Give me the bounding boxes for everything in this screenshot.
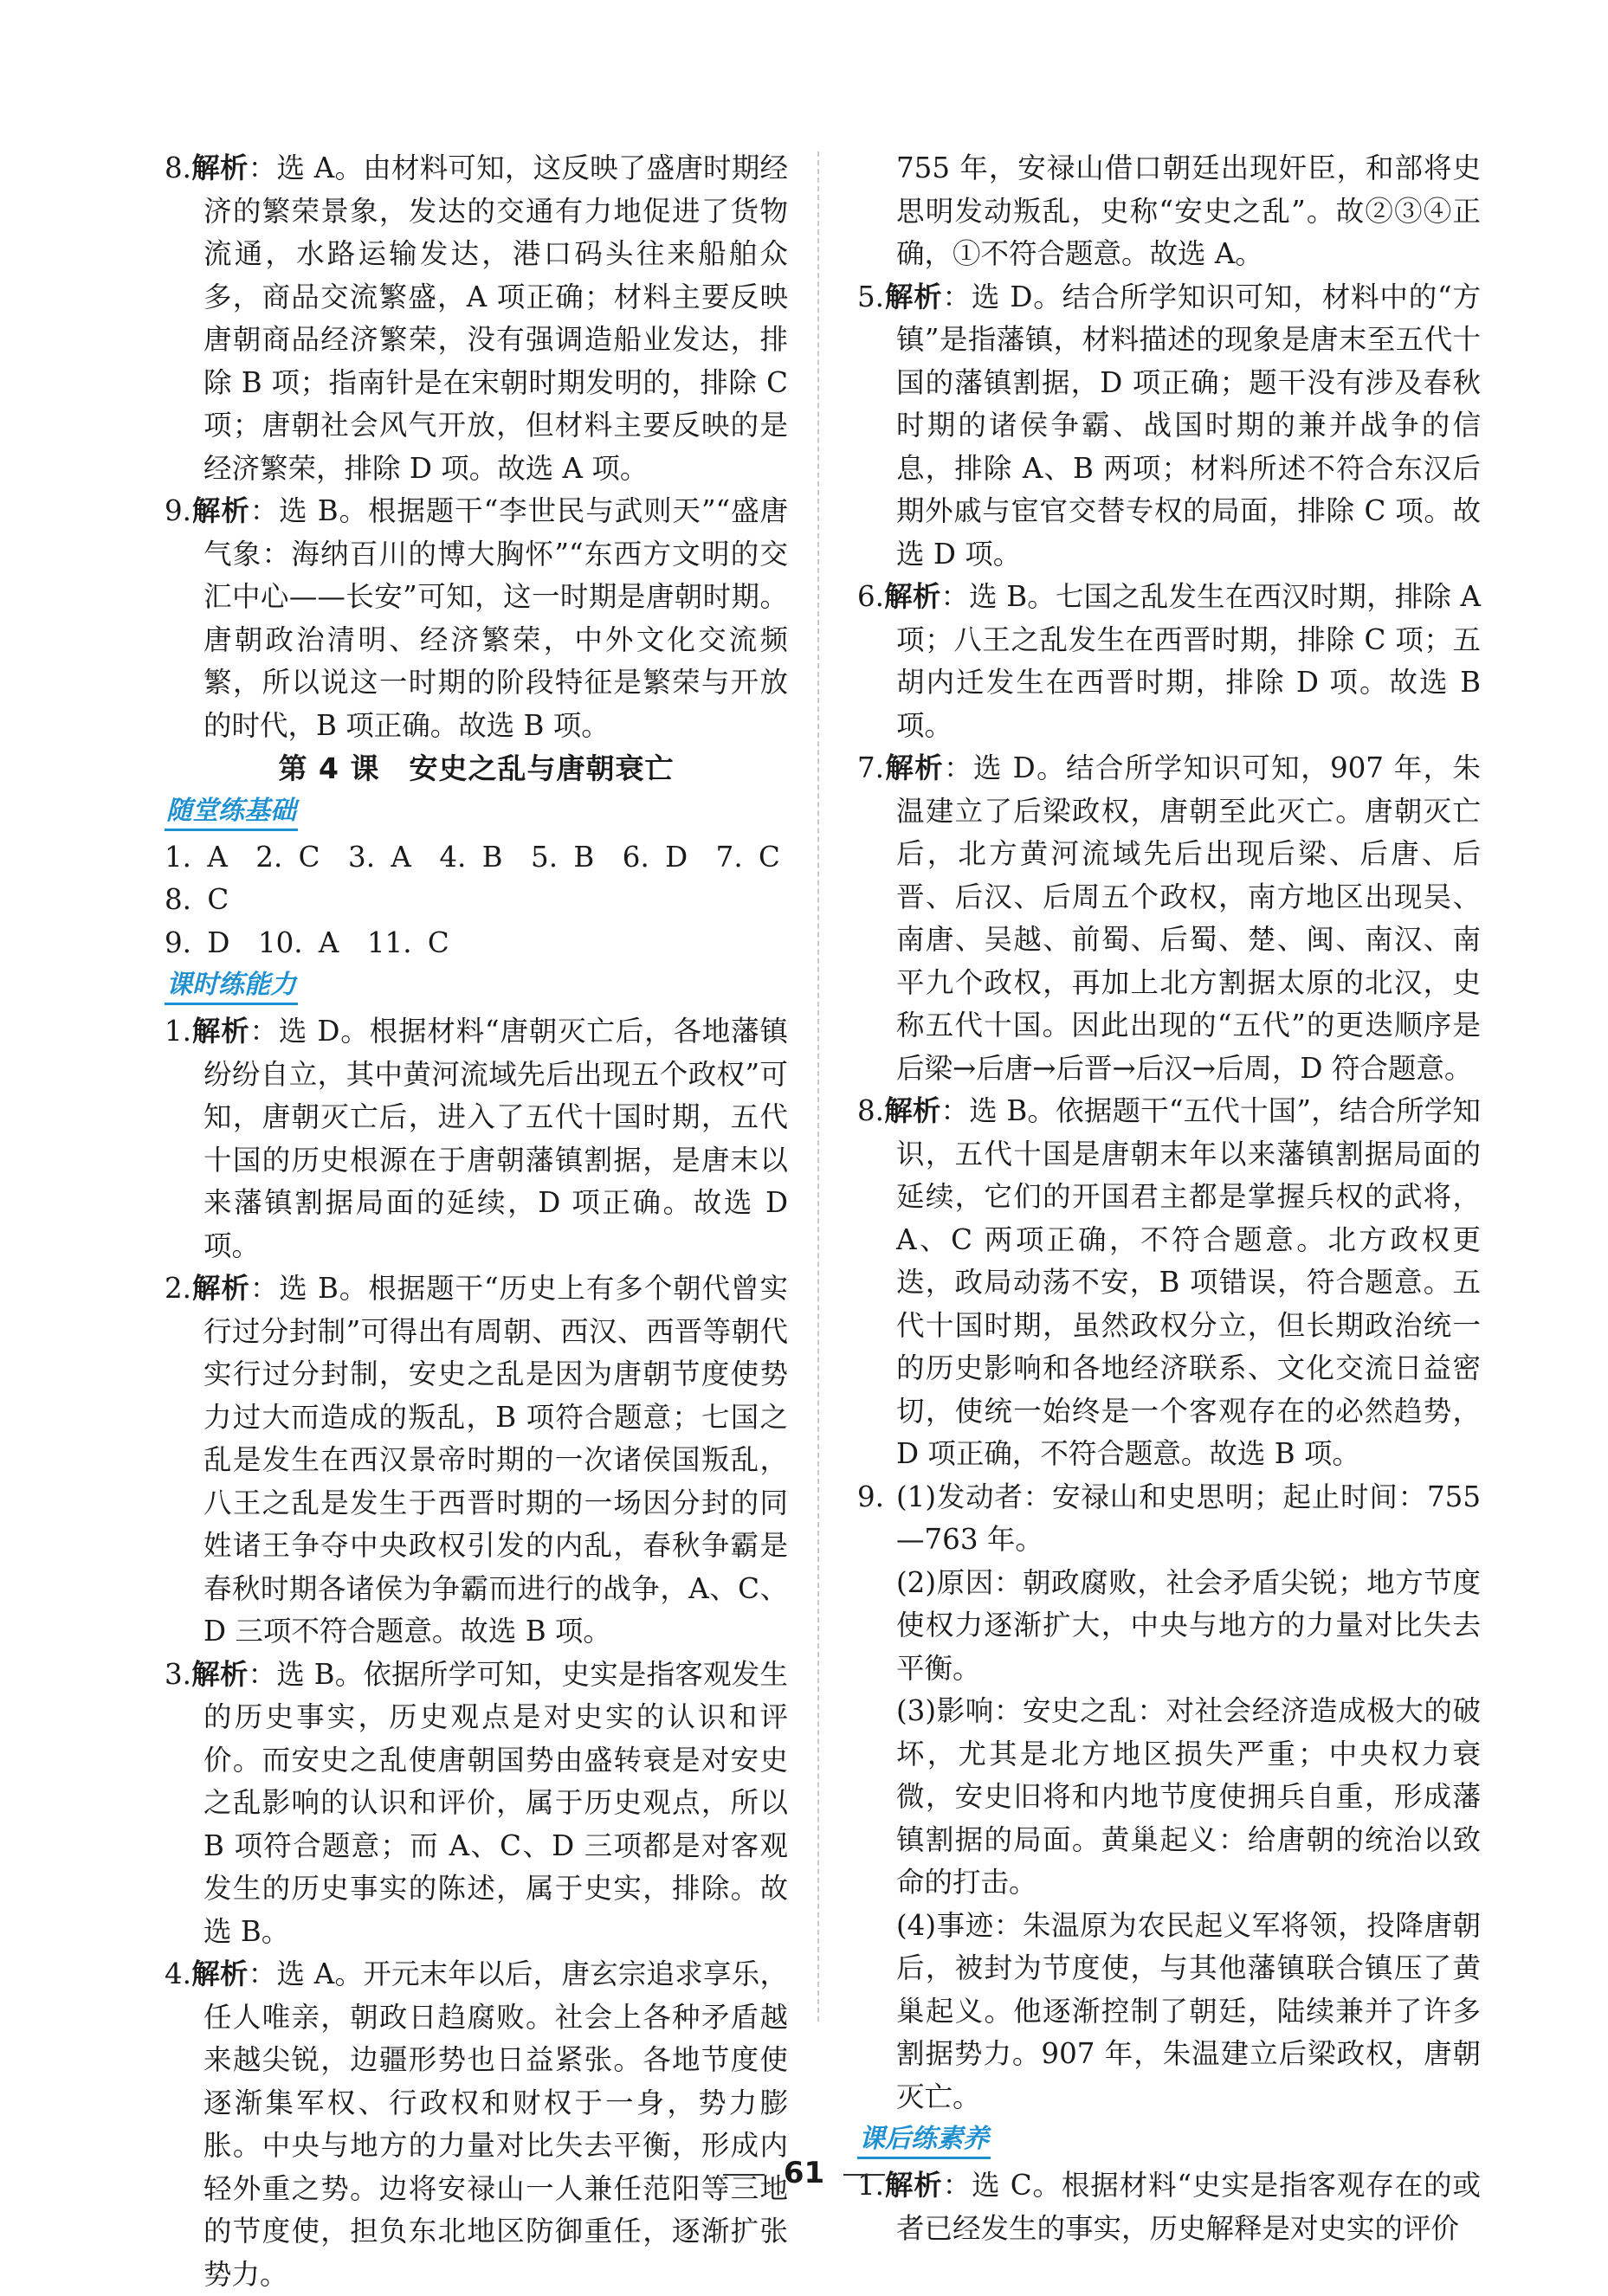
dash-left [723, 2174, 765, 2176]
column-divider [817, 152, 819, 2022]
answer-item: 5.解析：选 D。结合所学知识可知，材料中的“方镇”是指藩镇，材料描述的现象是唐末至五代十国的藩镇割据，D 项正确；题干没有涉及春秋时期的诸侯争霸、战国时期的兼并战争的信息，排除 A、B 两项；材料所述不符合东汉后期外戚与宦官交替专权的局面，排除 C 项。故选 D 项。 [857, 280, 1481, 571]
question-9 [857, 1476, 1481, 2119]
answer-item: 2.解析：选 B。根据题干“历史上有多个朝代曾实行过分封制”可得出有周朝、西汉、西晋等朝代实行过分封制，安史之乱是因为唐朝节度使势力过大而造成的叛乱，B 项符合题意；七国之乱是发生在西汉景帝时期的一次诸侯国叛乱，八王之乱是发生于西晋时期的一场因分封的同姓诸王争夺中央政权引发的内乱，春秋争霸是春秋时期各诸侯为争霸而进行的战争，A、C、D 三项不符合题意。故选 B 项。 [165, 1272, 788, 1648]
answer-item: 1.解析：选 D。根据材料“唐朝灭亡后，各地藩镇纷纷自立，其中黄河流域先后出现五个政权”可知，唐朝灭亡后，进入了五代十国时期，五代十国的历史根源在于唐朝藩镇割据，是唐末以来藩镇割据局面的延续，D 项正确。故选 D 项。 [165, 1015, 788, 1262]
answer-item: 7.解析：选 D。结合所学知识可知，907 年，朱温建立了后梁政权，唐朝至此灭亡。唐朝灭亡后，北方黄河流域先后出现后梁、后唐、后晋、后汉、后周五个政权，南方地区出现吴、南唐、吴越、前蜀、后蜀、楚、闽、南汉、南平九个政权，再加上北方割据太原的北汉，史称五代十国。因此出现的“五代”的更迭顺序是后梁→后唐→后晋→后汉→后周，D 符合题意。 [857, 751, 1481, 1085]
answer-item: 1.解析：选 C。根据材料“史实是指客观存在的或者已经发生的事实，历史解释是对史实的评价 [857, 2169, 1481, 2245]
section-heading: 课时练能力 [165, 968, 298, 1005]
answer-key-line: 9. D 10. A 11. C [165, 925, 449, 959]
sub-answer: (1)发动者：安禄山和史思明；起止时间：755—763 年。 [896, 1480, 1481, 1556]
sub-answer: (2)原因：朝政腐败，社会矛盾尖锐；地方节度使权力逐渐扩大，中央与地方的力量对比失去平衡。 [896, 1565, 1481, 1685]
section-heading: 随堂练基础 [165, 794, 298, 831]
page-number-text: 61 [783, 2156, 825, 2190]
answer-key-line: 1. A 2. C 3. A 4. B 5. B 6. D 7. C 8. C [165, 840, 809, 916]
right-column [857, 147, 1481, 2250]
answer-item: 3.解析：选 B。依据所学可知，史实是指客观发生的历史事实，历史观点是对史实的认识和评价。而安史之乱使唐朝国势由盛转衰是对安史之乱影响的认识和评价，属于历史观点，所以 B 项符合题意；而 A、C、D 三项都是对客观发生的历史事实的陈述，属于史实，排除。故选 B。 [165, 1657, 788, 1948]
answer-item: 8.解析：选 B。依据题干“五代十国”，结合所学知识，五代十国是唐朝末年以来藩镇割据局面的延续，它们的开国君主都是掌握兵权的武将，A、C 两项正确，不符合题意。北方政权更迭，政局动荡不安，B 项错误，符合题意。五代十国时期，虽然政权分立，但长期政治统一的历史影响和各地经济联系、文化交流日益密切，使统一始终是一个客观存在的必然趋势，D 项正确，不符合题意。故选 B 项。 [857, 1094, 1481, 1470]
answer-item: 4.解析：选 A。开元末年以后，唐玄宗追求享乐，任人唯亲，朝政日趋腐败。社会上各种矛盾越来越尖锐，边疆形势也日益紧张。各地节度使逐渐集军权、行政权和财权于一身，势力膨胀。中央与地方的力量对比失去平衡，形成内轻外重之势。边将安禄山一人兼任范阳等三地的节度使，担负东北地区防御重任，逐渐扩张势力。 [165, 1957, 788, 2291]
section-heading: 课后练素养 [857, 2122, 991, 2159]
dash-right [843, 2174, 885, 2176]
question-number: 9. [857, 1480, 885, 1513]
page-number [0, 2156, 1608, 2190]
sub-answer: (3)影响：安史之乱：对社会经济造成极大的破坏，尤其是北方地区损失严重；中央权力衰微，安史旧将和内地节度使拥兵自重，形成藩镇割据的局面。黄巢起义：给唐朝的统治以致命的打击。 [896, 1694, 1481, 1899]
answer-item: 8.解析：选 A。由材料可知，这反映了盛唐时期经济的繁荣景象，发达的交通有力地促进了货物流通，水路运输发达，港口码头往来船舶众多，商品交流繁盛，A 项正确；材料主要反映唐朝商品经济繁荣，没有强调造船业发达，排除 B 项；指南针是在宋朝时期发明的，排除 C 项；唐朝社会风气开放，但材料主要反映的是经济繁荣，排除 D 项。故选 A 项。 [165, 152, 788, 485]
lesson-title: 第 4 课 安史之乱与唐朝衰亡 [278, 751, 675, 785]
sub-answer: (4)事迹：朱温原为农民起义军将领，投降唐朝后，被封为节度使，与其他藩镇联合镇压了黄巢起义。他逐渐控制了朝廷，陆续兼并了许多割据势力。907 年，朱温建立后梁政权，唐朝灭亡。 [896, 1908, 1481, 2113]
answer-item: 9.解析：选 B。根据题干“李世民与武则天”“盛唐气象：海纳百川的博大胸怀”“东西方文明的交汇中心——长安”可知，这一时期是唐朝时期。唐朝政治清明、经济繁荣，中外文化交流频繁，所以说这一时期的阶段特征是繁荣与开放的时代，B 项正确。故选 B 项。 [165, 494, 788, 742]
continued-text: 755 年，安禄山借口朝廷出现奸臣，和部将史思明发动叛乱，史称“安史之乱”。故②③④正确，①不符合题意。故选 A。 [896, 152, 1481, 270]
answer-item: 6.解析：选 B。七国之乱发生在西汉时期，排除 A 项；八王之乱发生在西晋时期，排除 C 项；五胡内迁发生在西晋时期，排除 D 项。故选 B 项。 [857, 580, 1481, 742]
